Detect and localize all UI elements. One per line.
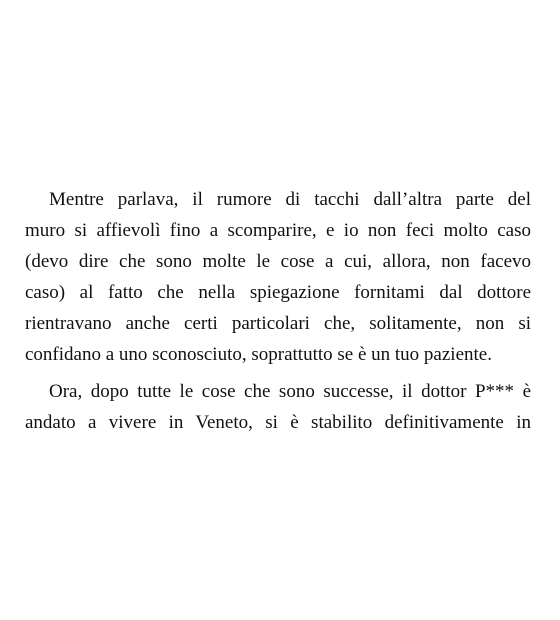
text-line: andato a vivere in Veneto, si è stabilito definitivamente in [25, 412, 531, 433]
text-line: Ora, dopo tutte le cose che sono successe, il dottor P*** è [49, 381, 531, 402]
paragraph-1 [25, 184, 531, 370]
text-line: Mentre parlava, il rumore di tacchi dall’altra parte del [49, 189, 531, 210]
paragraph-2 [25, 376, 531, 438]
text-line: rientravano anche certi particolari che, solitamente, non si [25, 313, 531, 334]
text-line: muro si affievolì fino a scomparire, e io non feci molto caso [25, 220, 531, 241]
page-text [25, 184, 531, 438]
text-line: confidano a uno sconosciuto, soprattutto se è un tuo paziente. [25, 344, 492, 365]
text-line: (devo dire che sono molte le cose a cui, allora, non facevo [25, 251, 531, 272]
text-line: caso) al fatto che nella spiegazione fornitami dal dottore [25, 282, 531, 303]
